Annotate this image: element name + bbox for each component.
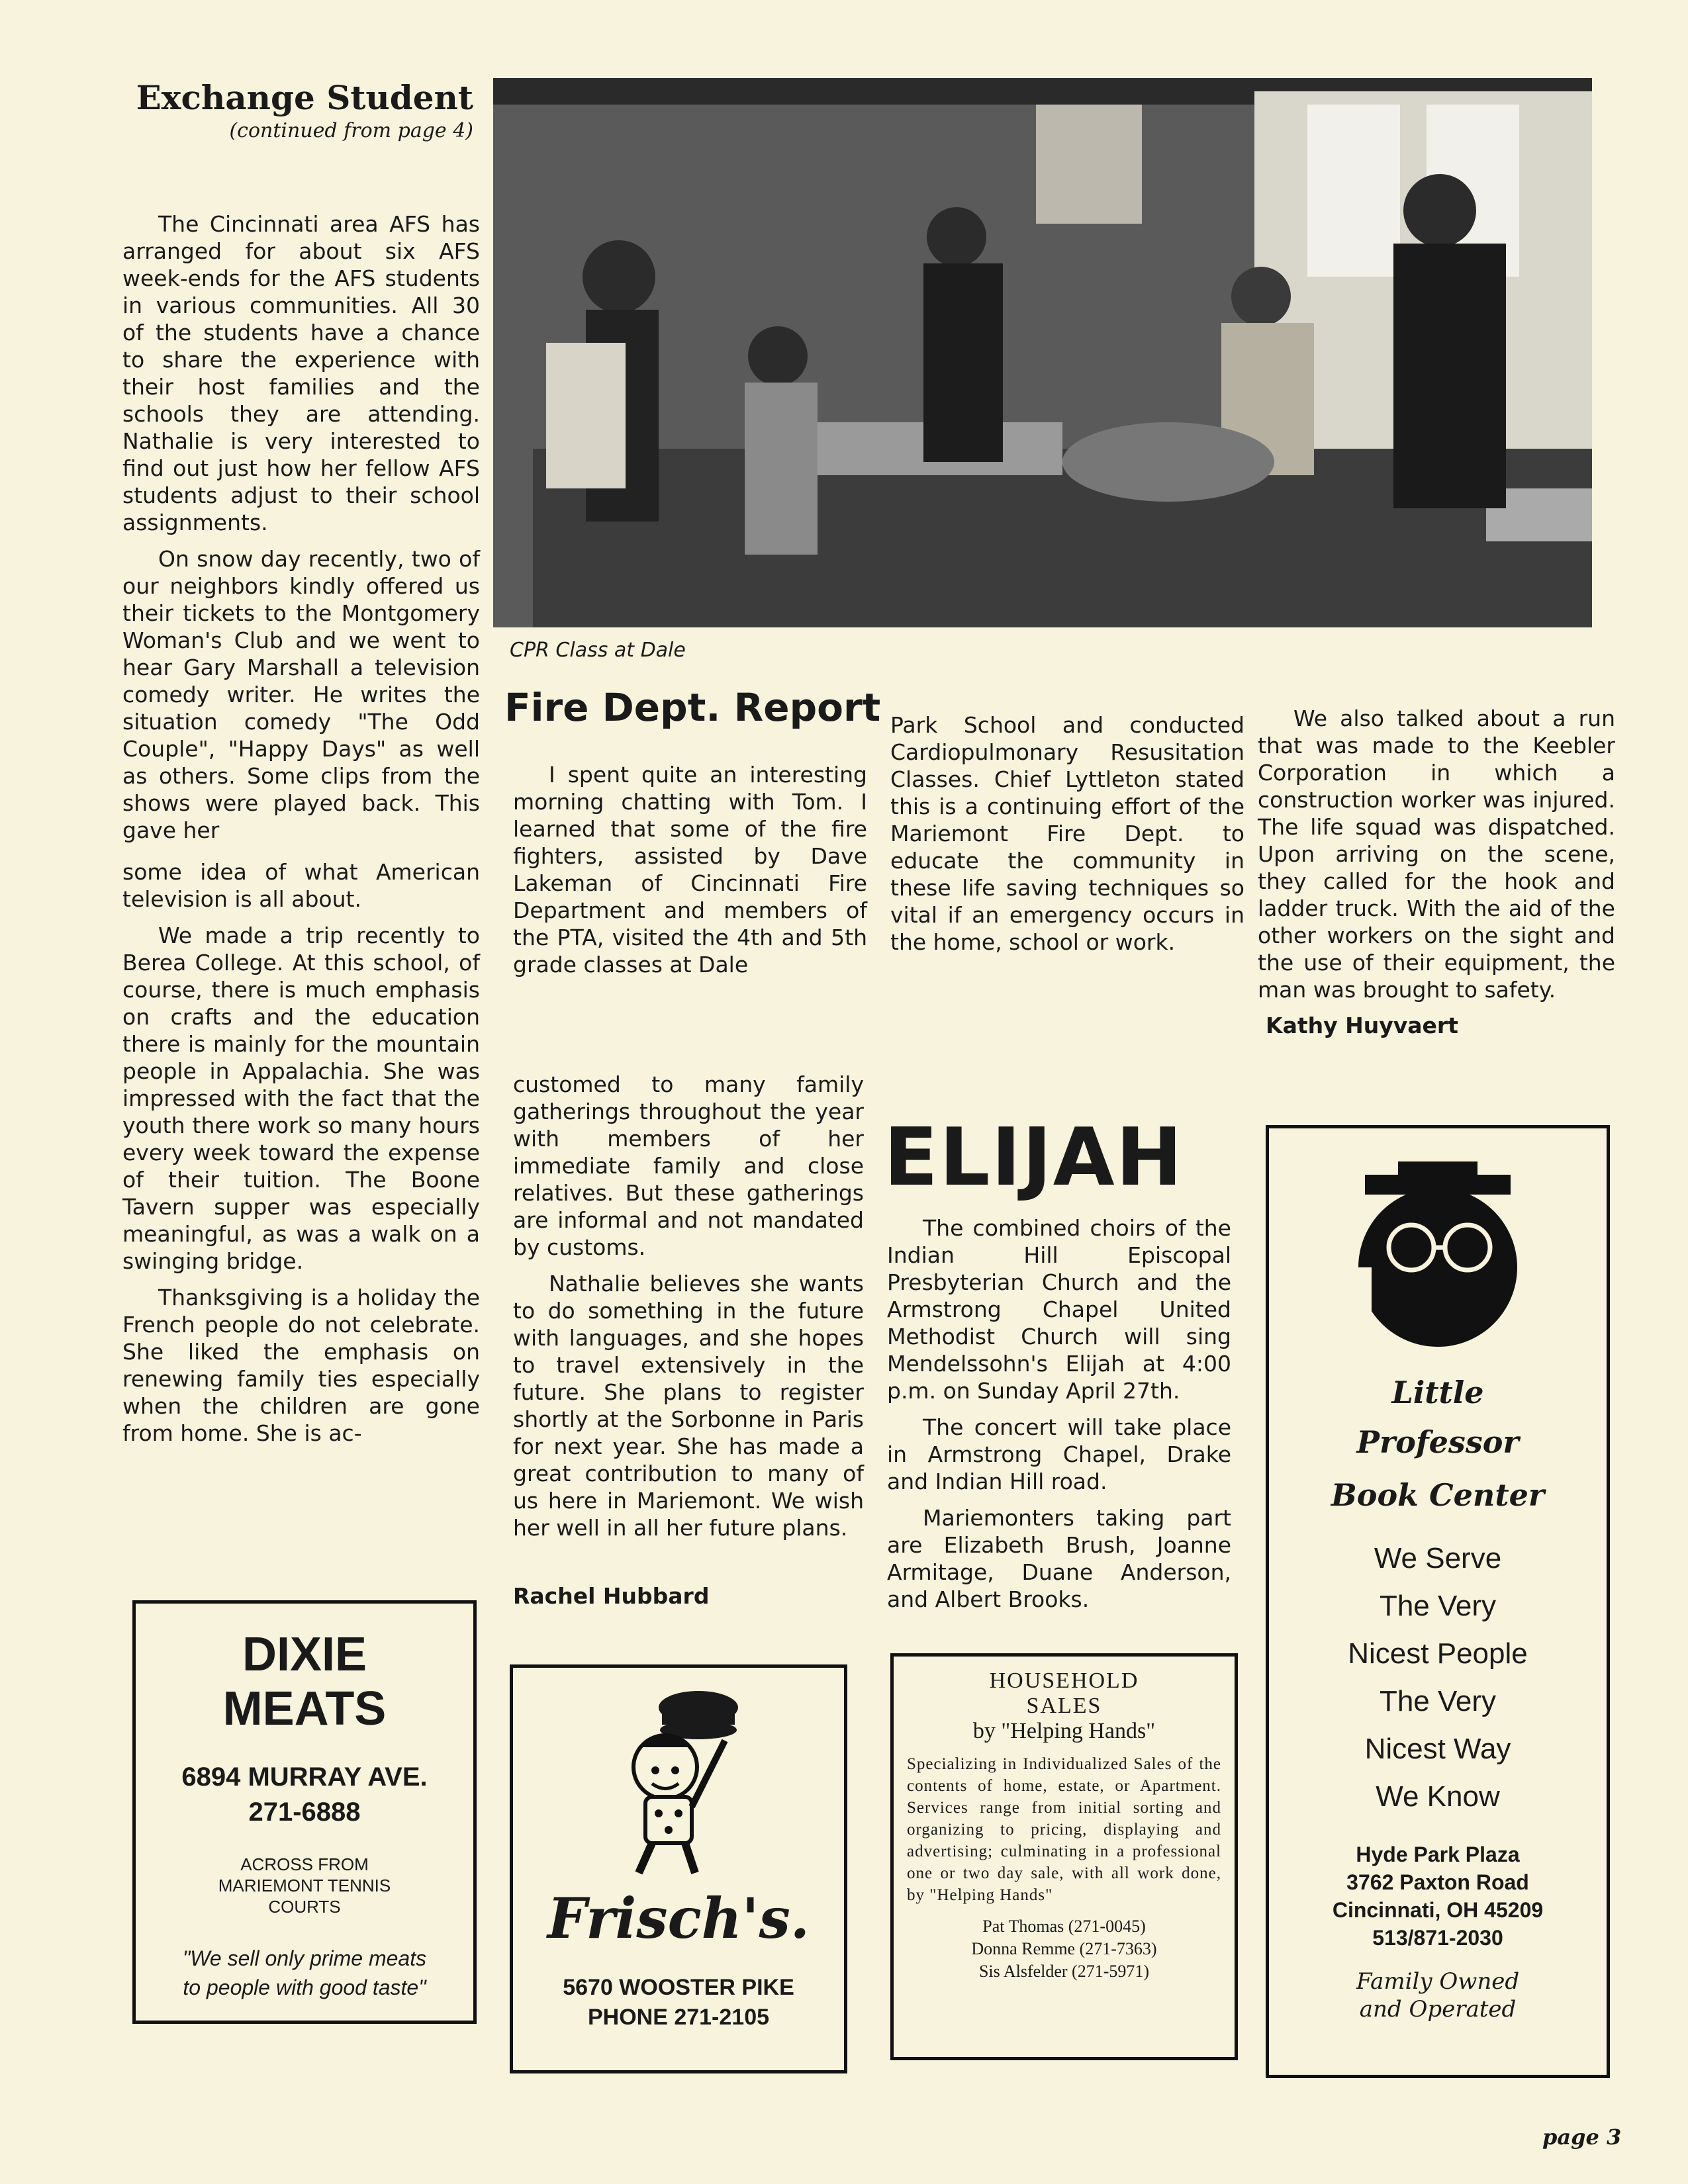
professor-slogan-line: The Very xyxy=(1379,1685,1497,1717)
exchange-title: Exchange Student xyxy=(136,78,473,117)
professor-name-2: Professor xyxy=(1356,1424,1519,1460)
household-contact: Pat Thomas (271-0045) xyxy=(982,1917,1146,1936)
household-by-line: by "Helping Hands" xyxy=(972,1719,1156,1743)
fire-column-1 xyxy=(513,761,867,987)
exchange-paragraph: some idea of what American television is all about. xyxy=(122,859,480,912)
fire-author: Kathy Huyvaert xyxy=(1266,1013,1458,1038)
fire-column-2 xyxy=(890,711,1244,965)
household-title: HOUSEHOLD xyxy=(989,1668,1139,1693)
dixie-location: ACROSS FROM MARIEMONT TENNIS COURTS xyxy=(218,1854,391,1917)
dixie-phone: 271-6888 xyxy=(248,1797,361,1827)
professor-city: Cincinnati, OH 45209 xyxy=(1332,1898,1544,1922)
photo-illustration xyxy=(493,78,1592,627)
exchange-author: Rachel Hubbard xyxy=(513,1583,710,1609)
exchange-column-1 xyxy=(122,210,480,1456)
fire-paragraph-2: Park School and conducted Cardiopulmonary Resusitation Classes. Chief Lyttleton stated this is a continuing effort of the Mariemont Fire Dept. to educate the community in these life saving techniques so vital if an emergency occurs in the home, school or work. xyxy=(890,712,1244,955)
professor-tagline-2: and Operated xyxy=(1359,1996,1517,2023)
fire-paragraph-3: We also talked about a run that was made to the Keebler Corporation in which a construction worker was injured. The life squad was dispatched. Upon arriving on the scene, they called for the hook and ladder truck. With the aid of the other workers on the sight and the use of their equipment, the man was brought to safety. xyxy=(1258,705,1615,1003)
dixie-meats-ad xyxy=(132,1600,477,2024)
professor-slogan-line: The Very xyxy=(1379,1590,1497,1622)
exchange-paragraph: Nathalie believes she wants to do something in the future with languages, and she hopes to travel extensively in the future. She plans to register shortly at the Sorbonne in Paris for next year. She has made a great contribution to many of us here in Mariemont. We wish her well in all her future plans. xyxy=(513,1271,864,1541)
fire-column-3 xyxy=(1258,705,1615,1013)
exchange-paragraph: customed to many family gatherings throughout the year with members of her immediate family and close relatives. But these gatherings are informal and not mandated by customs. xyxy=(513,1071,864,1260)
professor-slogan-line: Nicest People xyxy=(1348,1637,1528,1670)
dixie-slogan: "We sell only prime meats to people with good taste" xyxy=(182,1946,427,1999)
frischs-phone: PHONE 271-2105 xyxy=(587,2005,770,2030)
exchange-paragraph: On snow day recently, two of our neighbors kindly offered us their tickets to the Montgomery Woman's Club and we went to hear Gary Marshall a television comedy writer. He writes the situation comedy "The Odd Couple", "Happy Days" as well as others. Some clips from the shows were played back. This gave her xyxy=(122,546,480,843)
exchange-paragraph: Thanksgiving is a holiday the French people do not celebrate. She liked the emphasis on renewing family ties especially when the children are gone from home. She is ac- xyxy=(122,1285,480,1446)
dixie-name: DIXIE MEATS xyxy=(222,1628,387,1735)
professor-glasses-logo-icon xyxy=(1325,1155,1550,1353)
professor-street: 3762 Paxton Road xyxy=(1346,1870,1529,1894)
exchange-column-2 xyxy=(513,1071,864,1551)
exchange-paragraph: The Cincinnati area AFS has arranged for about six AFS week-ends for the AFS students in various communities. All 30 of the students have a chance to share the experience with their host families and the schools they are attending. Nathalie is very interested to find out just how her fellow AFS students adjust to their school assignments. xyxy=(122,211,480,535)
elijah-title: ELIJAH xyxy=(884,1112,1184,1204)
professor-tagline-1: Family Owned xyxy=(1356,1968,1520,1995)
professor-slogan-line: Nicest Way xyxy=(1364,1733,1511,1765)
photo-caption: CPR Class at Dale xyxy=(510,639,686,662)
cpr-class-photo xyxy=(493,78,1592,627)
household-contact: Donna Remme (271-7363) xyxy=(971,1939,1157,1958)
professor-phone: 513/871-2030 xyxy=(1372,1926,1503,1950)
frischs-address: 5670 WOOSTER PIKE xyxy=(563,1975,794,2000)
frischs-logo: Frisch's. xyxy=(547,1886,810,1951)
exchange-continued: (continued from page 4) xyxy=(229,119,473,142)
frischs-ad xyxy=(510,1664,847,2073)
page-number: page 3 xyxy=(1542,2124,1622,2150)
elijah-body xyxy=(887,1214,1231,1622)
big-boy-mascot-icon xyxy=(579,1681,778,1880)
professor-name-1: Little xyxy=(1391,1375,1484,1410)
household-sales-ad xyxy=(890,1653,1238,2060)
professor-slogan-line: We Serve xyxy=(1374,1542,1502,1574)
fire-paragraph-1: I spent quite an interesting morning chatting with Tom. I learned that some of the fire fighters, assisted by Dave Lakeman of Cincinnati Fire Department and members of the PTA, visited the 4th and 5th grade classes at Dale xyxy=(513,762,867,978)
professor-name-3: Book Center xyxy=(1331,1477,1545,1513)
elijah-paragraph: Mariemonters taking part are Elizabeth Brush, Joanne Armitage, Duane Anderson, and Albert Brooks. xyxy=(887,1505,1231,1612)
elijah-paragraph: The concert will take place in Armstrong Chapel, Drake and Indian Hill road. xyxy=(887,1414,1231,1494)
household-contact: Sis Alsfelder (271-5971) xyxy=(978,1962,1150,1981)
little-professor-ad xyxy=(1266,1125,1610,2078)
professor-plaza: Hyde Park Plaza xyxy=(1356,1843,1520,1866)
professor-slogan-line: We Know xyxy=(1376,1780,1500,1813)
household-subtitle: SALES xyxy=(1026,1694,1102,1718)
exchange-paragraph: We made a trip recently to Berea College. At this school, of course, there is much emphasis on crafts and the education there is mainly for the mountain people in Appalachia. She was impressed with the fact that the youth there work so many hours every week toward the expense of their tuition. The Boone Tavern supper was especially meaningful, as was a walk on a swinging bridge. xyxy=(122,923,480,1274)
fire-title: Fire Dept. Report xyxy=(504,685,881,730)
dixie-address: 6894 MURRAY AVE. xyxy=(181,1762,428,1792)
elijah-paragraph: The combined choirs of the Indian Hill Episcopal Presbyterian Church and the Armstrong Chapel United Methodist Church will sing Mendelssohn's Elijah at 4:00 p.m. on Sunday April 27th. xyxy=(887,1215,1231,1404)
household-body: Specializing in Individualized Sales of the contents of home, estate, or Apartment. Services range from initial sorting and organizing to pricing, displaying and advertising; culminating in a professional one or two day sale, with all work done, by "Helping Hands" xyxy=(907,1755,1221,1904)
